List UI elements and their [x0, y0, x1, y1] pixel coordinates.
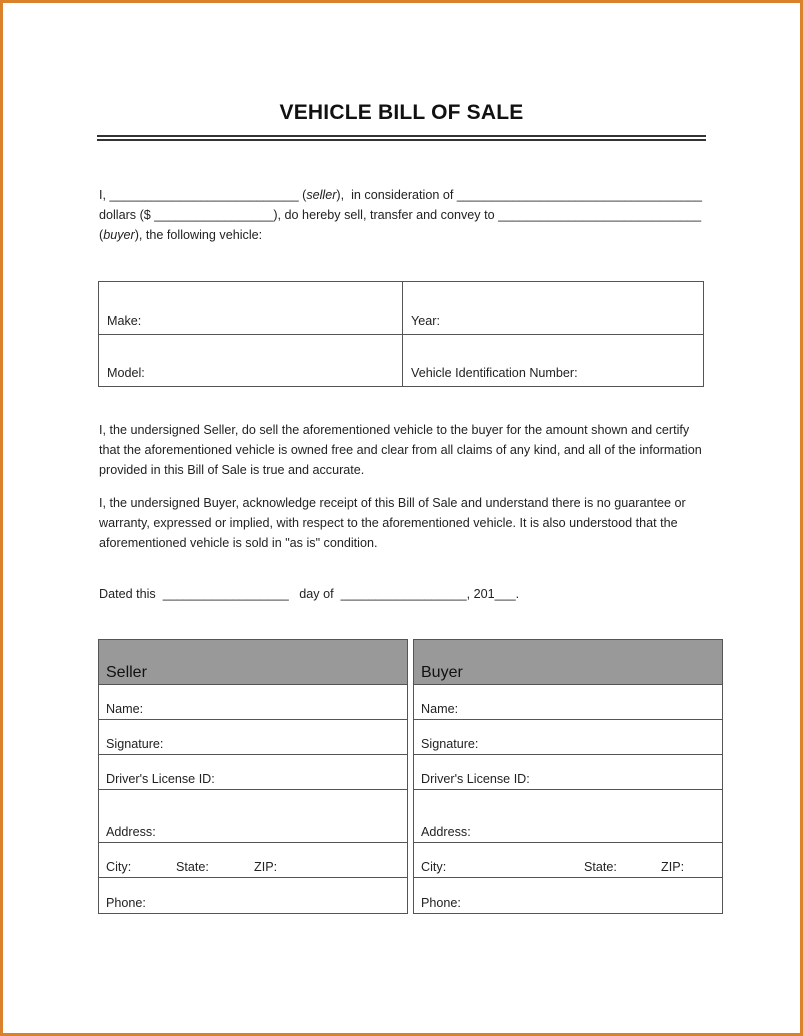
buyer-address-label: Address: — [421, 825, 471, 839]
seller-name-field[interactable] — [99, 685, 407, 720]
model-field[interactable] — [99, 335, 402, 386]
buyer-state-label: State: — [584, 860, 617, 874]
buyer-license-field[interactable] — [414, 755, 722, 790]
buyer-city-state-zip-row[interactable] — [414, 843, 722, 878]
seller-zip-label: ZIP: — [254, 860, 278, 874]
make-label: Make: — [107, 314, 142, 328]
seller-signature-field[interactable] — [99, 720, 407, 755]
model-label: Model: — [107, 366, 145, 380]
buyer-name-field[interactable] — [414, 685, 722, 720]
buyer-signature-label: Signature: — [421, 737, 479, 751]
year-label: Year: — [411, 314, 440, 328]
buyer-license-label: Driver's License ID: — [421, 772, 530, 786]
year-field[interactable] — [403, 282, 703, 334]
buyer-zip-label: ZIP: — [661, 860, 685, 874]
seller-phone-field[interactable] — [99, 878, 407, 913]
seller-address-label: Address: — [106, 825, 156, 839]
vin-label: Vehicle Identification Number: — [411, 366, 578, 380]
seller-box — [98, 639, 408, 914]
intro-line-1-start: I, ___________________________ ( — [99, 188, 307, 202]
intro-line-1-end: ), in consideration of ___________________________________ — [336, 188, 702, 202]
seller-heading: Seller — [99, 640, 407, 685]
intro-line-3: (buyer), the following vehicle: — [99, 228, 263, 242]
buyer-signature-field[interactable] — [414, 720, 722, 755]
intro-line-1 — [99, 188, 702, 202]
dated-line: Dated this __________________ day of __________________, 201___. — [99, 587, 520, 601]
title-double-rule — [97, 135, 706, 141]
buyer-phone-field[interactable] — [414, 878, 722, 913]
seller-license-label: Driver's License ID: — [106, 772, 215, 786]
intro-line-3-end: ), the following vehicle: — [134, 228, 263, 242]
buyer-heading: Buyer — [414, 640, 722, 685]
buyer-phone-label: Phone: — [421, 896, 461, 910]
seller-address-field[interactable] — [99, 790, 407, 843]
vin-field[interactable] — [403, 335, 703, 386]
make-field[interactable] — [99, 282, 402, 334]
seller-name-label: Name: — [106, 702, 144, 716]
buyer-city-label: City: — [421, 860, 447, 874]
seller-city-state-zip-row[interactable] — [99, 843, 407, 878]
seller-phone-label: Phone: — [106, 896, 146, 910]
document-title: VEHICLE BILL OF SALE — [279, 101, 524, 124]
seller-signature-label: Signature: — [106, 737, 164, 751]
seller-statement: I, the undersigned Seller, do sell the aforementioned vehicle to the buyer for the amount shown and certify that the aforementioned vehicle is owned free and clear from all claims of any kind, and all of the information provided in this Bill of Sale is true and accurate. — [99, 423, 702, 477]
intro-line-2: dollars ($ _________________), do hereby sell, transfer and convey to _____________________________ — [99, 208, 702, 222]
buyer-term: buyer — [103, 228, 135, 242]
buyer-box — [413, 639, 723, 914]
seller-state-label: State: — [176, 860, 209, 874]
buyer-address-field[interactable] — [414, 790, 722, 843]
seller-term: seller — [306, 188, 337, 202]
vehicle-info-table — [98, 281, 704, 387]
seller-license-field[interactable] — [99, 755, 407, 790]
buyer-name-label: Name: — [421, 702, 459, 716]
seller-city-label: City: — [106, 860, 132, 874]
buyer-statement: I, the undersigned Buyer, acknowledge receipt of this Bill of Sale and understand there is no guarantee or warranty, expressed or implied, with respect to the aforementioned vehicle. It is also understood that the aforementioned vehicle is sold in "as is" condition. — [99, 496, 686, 550]
